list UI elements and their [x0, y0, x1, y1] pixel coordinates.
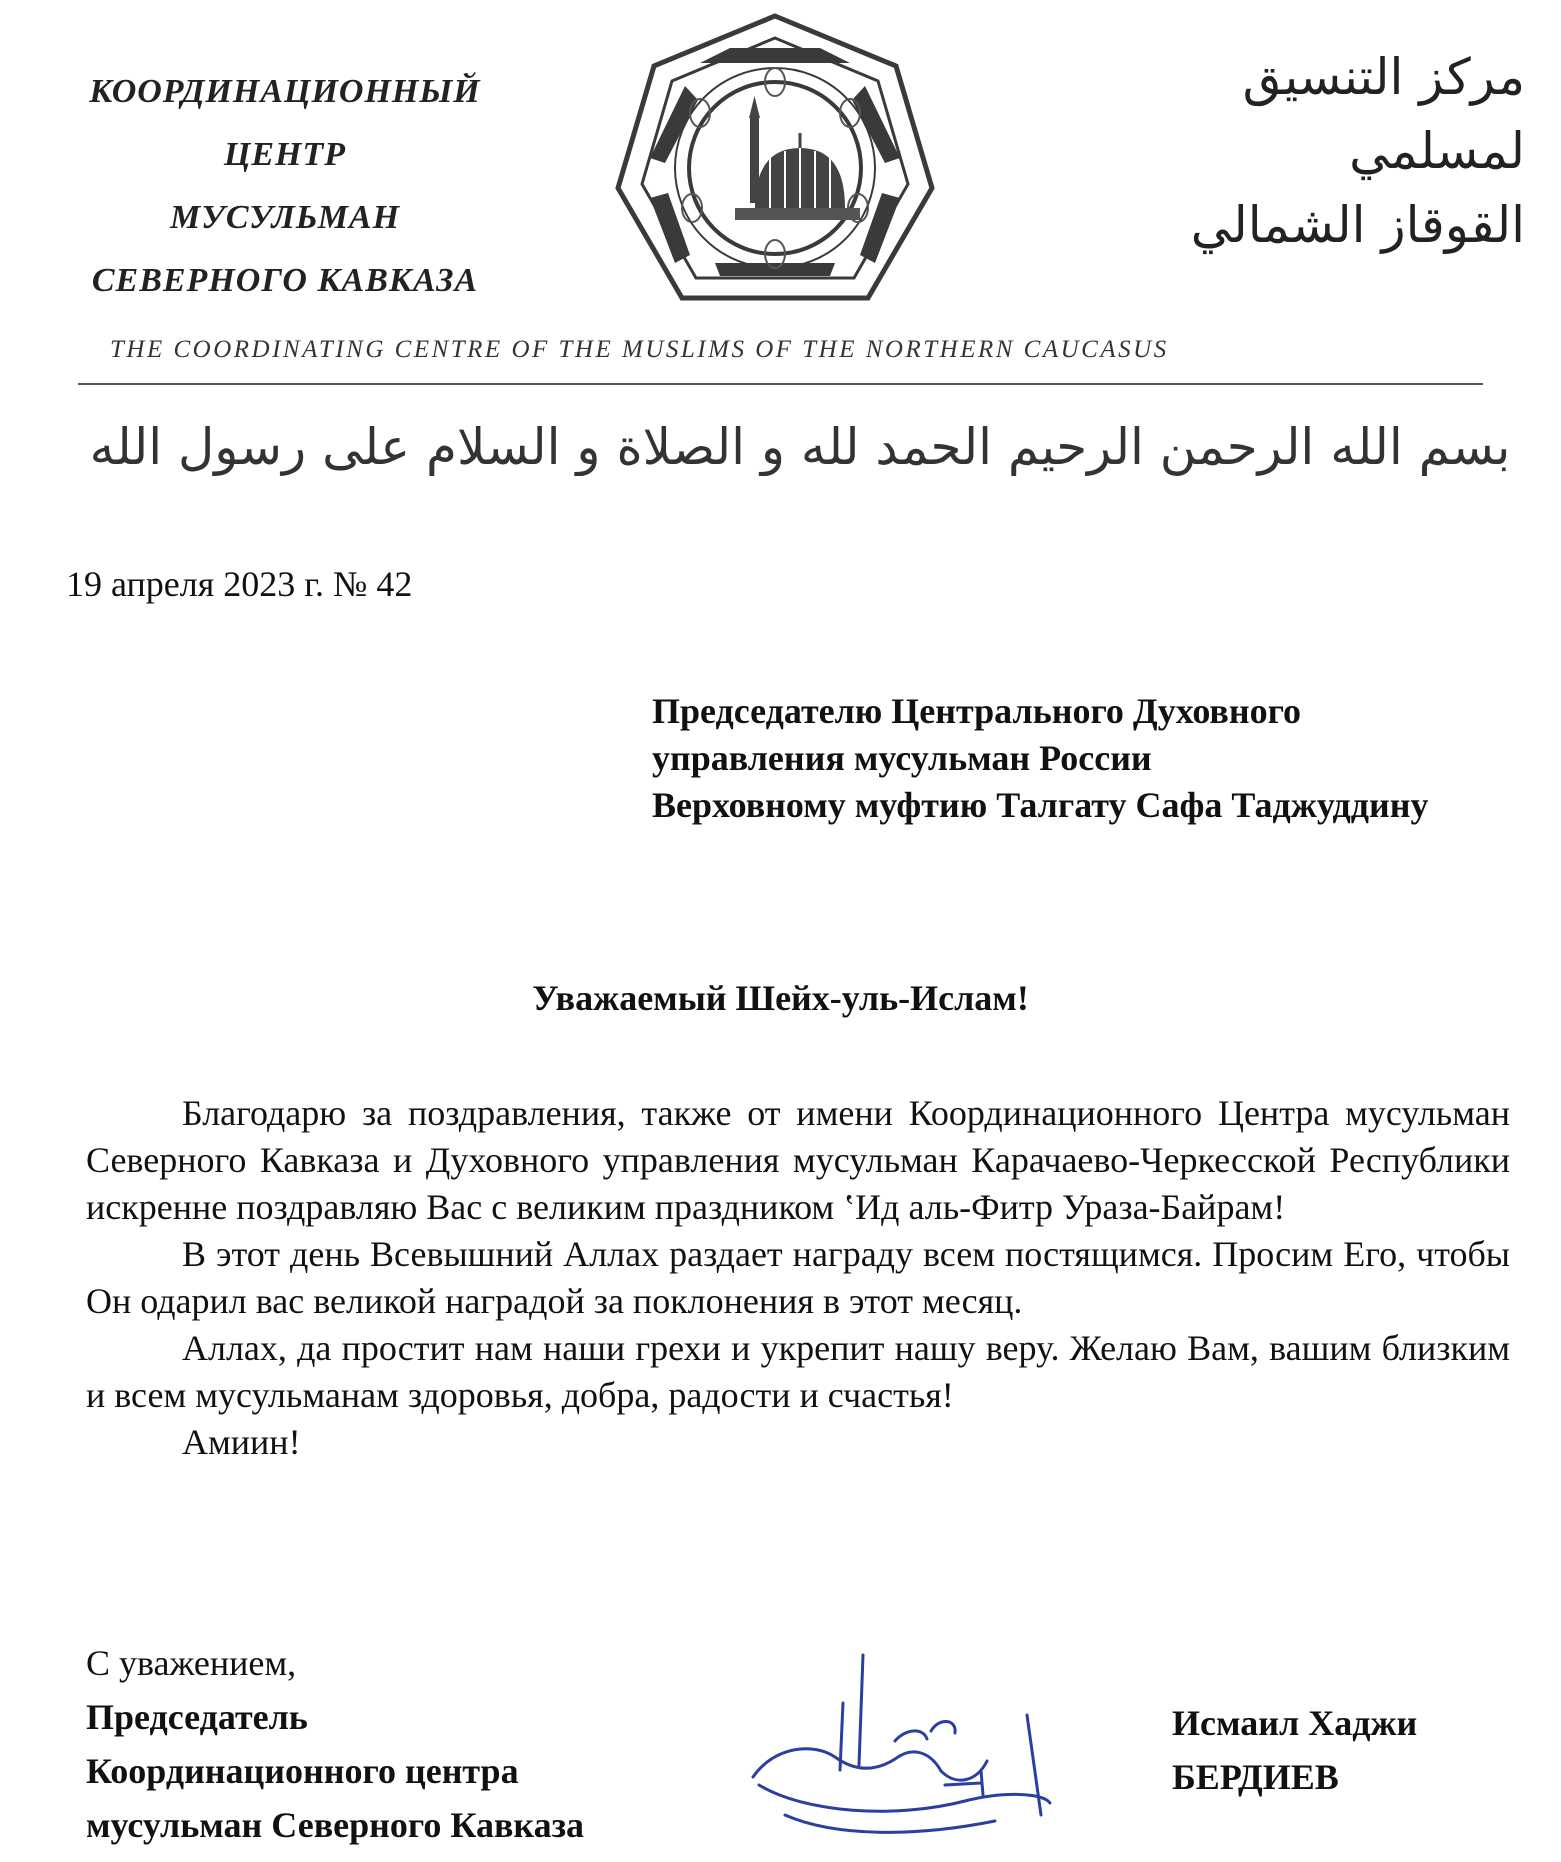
letter-paragraph: Амиин!	[182, 1422, 301, 1462]
org-name-ar-line: لمسلمي	[1349, 122, 1525, 180]
org-name-ru-line: МУСУЛЬМАН	[169, 199, 401, 236]
closing-block	[86, 1636, 584, 1852]
salutation: Уважаемый Шейх-уль-Ислам!	[532, 978, 1029, 1018]
org-name-ru-line: СЕВЕРНОГО КАВКАЗА	[91, 262, 479, 299]
org-name-ru-line: КООРДИНАЦИОННЫЙ	[89, 73, 481, 110]
recipient-block	[652, 688, 1428, 829]
letter-body	[86, 1090, 1510, 1466]
signatory-title-line: мусульман Северного Кавказа	[86, 1805, 585, 1845]
signer-block	[1172, 1696, 1417, 1804]
letter-paragraph: В этот день Всевышний Аллах раздает награду всем постящимся. Просим Его, чтобы Он одарил вас великой наградой за поклонения в этот месяц.	[86, 1234, 1510, 1321]
signatory-title-line: Координационного центра	[86, 1751, 519, 1791]
date-line: 19 апреля 2023 г. № 42	[66, 564, 413, 604]
handwritten-signature	[745, 1645, 1065, 1855]
signatory-title-line: Председатель	[86, 1697, 308, 1737]
org-name-ar-line: القوقاز الشمالي	[1190, 196, 1525, 254]
recipient-line: Председателю Центрального Духовного	[652, 691, 1302, 731]
letter-paragraph: Благодарю за поздравления, также от имени Координационного Центра мусульман Северного Кавказа и Духовного управления мусульман Карачаево-Черкесской Республики искренне поздравляю Вас с великим праздником ʽИд аль-Фитр Ураза-Байрам!	[86, 1093, 1510, 1227]
org-name-ru	[60, 60, 510, 312]
signer-name: Исмаил Хаджи	[1172, 1703, 1418, 1743]
org-name-ar	[1085, 40, 1525, 262]
org-name-ru-line: ЦЕНТР	[223, 136, 347, 173]
letter-paragraph: Аллах, да простит нам наши грехи и укрепит нашу веру. Желаю Вам, вашим близким и всем мусульманам здоровья, добра, радости и счастья!	[86, 1328, 1510, 1415]
recipient-line: управления мусульман России	[652, 738, 1152, 778]
signer-surname: БЕРДИЕВ	[1172, 1757, 1339, 1797]
closing-regards: С уважением,	[86, 1643, 297, 1683]
letterhead-divider	[78, 383, 1483, 385]
org-name-ar-line: مركز التنسيق	[1242, 48, 1525, 106]
mosque-emblem-icon	[610, 8, 940, 318]
basmala: بسم الله الرحمن الرحيم الحمد لله و الصلاة و السلام على رسول الله	[89, 418, 1511, 476]
org-name-en: THE COORDINATING CENTRE OF THE MUSLIMS OF THE NORTHERN CAUCASUS	[110, 336, 1169, 363]
recipient-line: Верховному муфтию Талгату Сафа Таджуддину	[652, 785, 1429, 825]
